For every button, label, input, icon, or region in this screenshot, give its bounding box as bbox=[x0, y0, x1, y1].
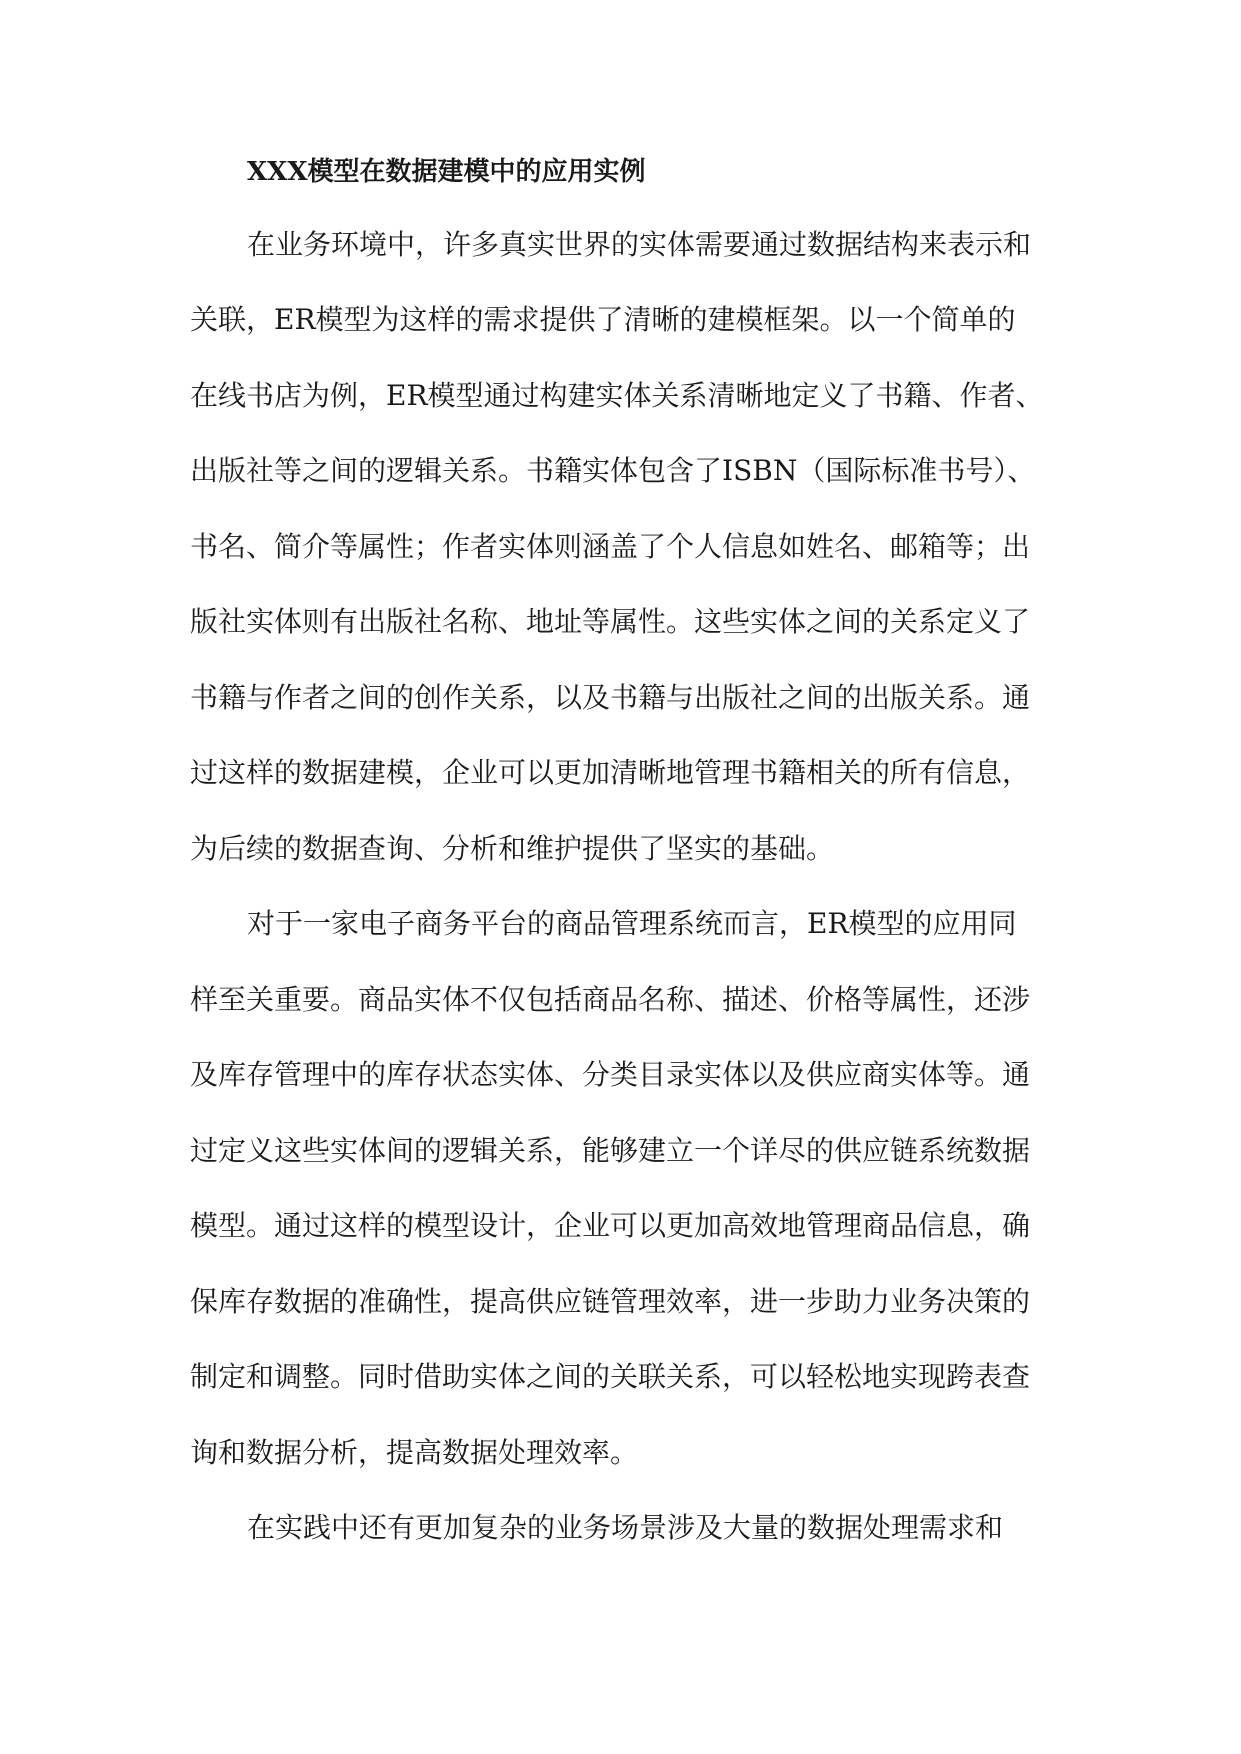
paragraph-1-line-2: 关联，ER模型为这样的需求提供了清晰的建模框架。以一个简单的 bbox=[190, 303, 1016, 336]
paragraph-1-line-1: 在业务环境中，许多真实世界的实体需要通过数据结构来表示和 bbox=[247, 228, 1032, 261]
paragraph-1-line-4: 出版社等之间的逻辑关系。书籍实体包含了ISBN（国际标准书号）、 bbox=[190, 454, 1036, 487]
paragraph-2-line-6: 保库存数据的准确性，提高供应链管理效率，进一步助力业务决策的 bbox=[190, 1285, 1031, 1318]
paragraph-1-line-8: 过这样的数据建模，企业可以更加清晰地管理书籍相关的所有信息， bbox=[190, 756, 1031, 789]
paragraph-1-line-6: 版社实体则有出版社名称、地址等属性。这些实体之间的关系定义了 bbox=[190, 605, 1031, 638]
paragraph-2-line-7: 制定和调整。同时借助实体之间的关联关系，可以轻松地实现跨表查 bbox=[190, 1360, 1031, 1393]
paragraph-2-line-4: 过定义这些实体间的逻辑关系，能够建立一个详尽的供应链系统数据 bbox=[190, 1134, 1031, 1167]
paragraph-1-line-3: 在线书店为例，ER模型通过构建实体关系清晰地定义了书籍、作者、 bbox=[190, 379, 1044, 412]
paragraph-2-line-5: 模型。通过这样的模型设计，企业可以更加高效地管理商品信息，确 bbox=[190, 1209, 1031, 1242]
paragraph-2-line-8: 询和数据分析，提高数据处理效率。 bbox=[190, 1436, 639, 1469]
paragraph-1-line-7: 书籍与作者之间的创作关系，以及书籍与出版社之间的出版关系。通 bbox=[190, 681, 1031, 714]
paragraph-1-line-5: 书名、简介等属性；作者实体则涵盖了个人信息如姓名、邮箱等；出 bbox=[190, 530, 1031, 563]
document-title: XXX模型在数据建模中的应用实例 bbox=[247, 157, 646, 187]
paragraph-2-line-2: 样至关重要。商品实体不仅包括商品名称、描述、价格等属性，还涉 bbox=[190, 983, 1031, 1016]
paragraph-3-line-1: 在实践中还有更加复杂的业务场景涉及大量的数据处理需求和 bbox=[247, 1511, 1004, 1544]
paragraph-1-line-9: 为后续的数据查询、分析和维护提供了坚实的基础。 bbox=[190, 832, 835, 865]
paragraph-2-line-3: 及库存管理中的库存状态实体、分类目录实体以及供应商实体等。通 bbox=[190, 1058, 1031, 1091]
paragraph-2-line-1: 对于一家电子商务平台的商品管理系统而言，ER模型的应用同 bbox=[247, 907, 1017, 940]
